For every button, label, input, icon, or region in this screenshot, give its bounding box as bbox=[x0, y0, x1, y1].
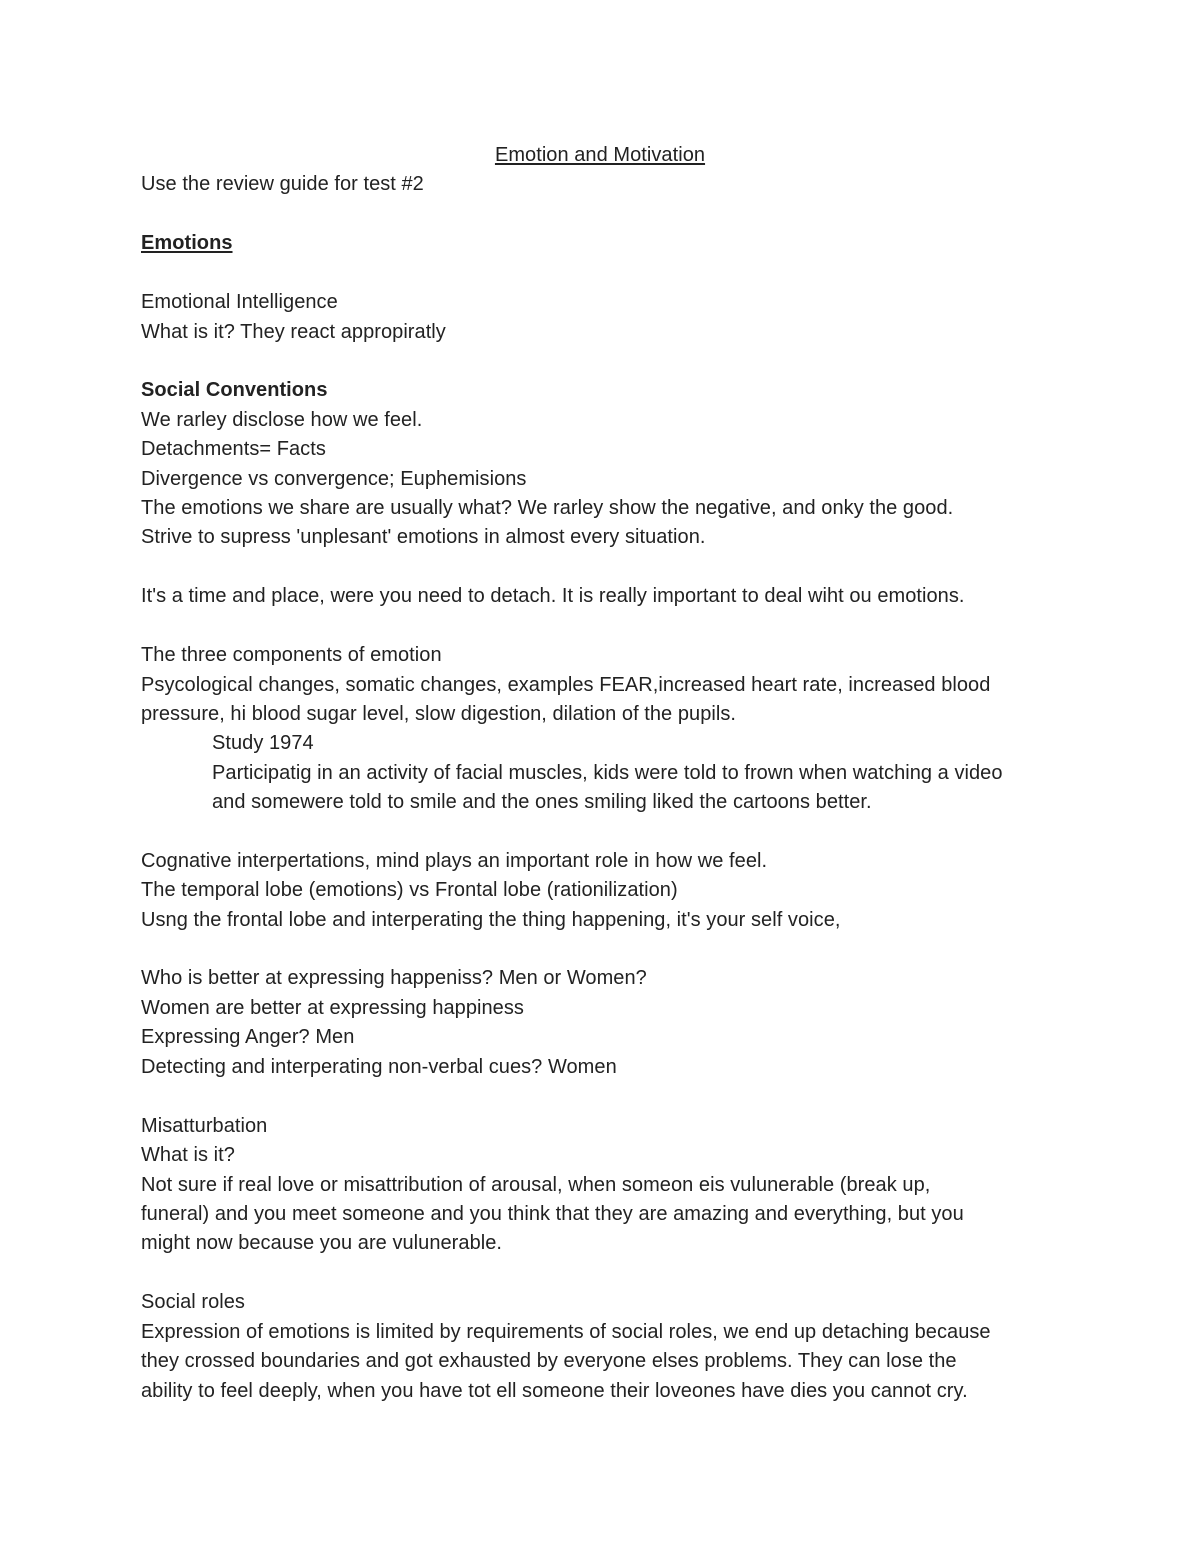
cognitive-line: The temporal lobe (emotions) vs Frontal lobe (rationilization) bbox=[141, 879, 678, 901]
social-conventions-note: It's a time and place, were you need to detach. It is really important to deal wiht ou emotions. bbox=[141, 585, 965, 607]
emotional-intelligence-heading: Emotional Intelligence bbox=[141, 291, 338, 313]
gender-line: Women are better at expressing happiness bbox=[141, 997, 524, 1019]
components-line: Psycological changes, somatic changes, examples FEAR,increased heart rate, increased blood bbox=[141, 674, 991, 696]
cognitive-line: Usng the frontal lobe and interperating the thing happening, it's your self voice, bbox=[141, 909, 841, 931]
misattribution-line: Misatturbation bbox=[141, 1115, 268, 1137]
social-roles-line: ability to feel deeply, when you have tot ell someone their loveones have dies you cannot cry. bbox=[141, 1380, 968, 1402]
social-conventions-line: We rarley disclose how we feel. bbox=[141, 409, 423, 431]
social-conventions-line: Detachments= Facts bbox=[141, 438, 326, 460]
social-conventions-line: The emotions we share are usually what? We rarley show the negative, and onky the good. bbox=[141, 497, 954, 519]
gender-line: Who is better at expressing happeniss? Men or Women? bbox=[141, 967, 647, 989]
social-roles-line: they crossed boundaries and got exhausted by everyone elses problems. They can lose the bbox=[141, 1350, 957, 1372]
document-title: Emotion and Motivation bbox=[494, 144, 706, 166]
intro-line: Use the review guide for test #2 bbox=[141, 173, 424, 195]
cognitive-line: Cognative interpertations, mind plays an important role in how we feel. bbox=[141, 850, 768, 872]
components-line: pressure, hi blood sugar level, slow digestion, dilation of the pupils. bbox=[141, 703, 737, 725]
study-line: and somewere told to smile and the ones smiling liked the cartoons better. bbox=[212, 791, 872, 813]
social-conventions-heading: Social Conventions bbox=[141, 379, 328, 401]
misattribution-line: might now because you are vulunerable. bbox=[141, 1232, 503, 1254]
misattribution-line: funeral) and you meet someone and you think that they are amazing and everything, but you bbox=[141, 1203, 964, 1225]
emotional-intelligence-line: What is it? They react appropiratly bbox=[141, 321, 446, 343]
study-line: Study 1974 bbox=[212, 732, 314, 754]
misattribution-line: What is it? bbox=[141, 1144, 235, 1166]
components-heading: The three components of emotion bbox=[141, 644, 442, 666]
gender-line: Detecting and interperating non-verbal cues? Women bbox=[141, 1056, 617, 1078]
study-line: Participatig in an activity of facial muscles, kids were told to frown when watching a video bbox=[212, 762, 1003, 784]
misattribution-line: Not sure if real love or misattribution of arousal, when someon eis vulunerable (break up, bbox=[141, 1174, 931, 1196]
social-roles-line: Expression of emotions is limited by requirements of social roles, we end up detaching because bbox=[141, 1321, 991, 1343]
social-roles-line: Social roles bbox=[141, 1291, 245, 1313]
section-heading-emotions: Emotions bbox=[141, 232, 233, 254]
social-conventions-line: Divergence vs convergence; Euphemisions bbox=[141, 468, 527, 490]
social-conventions-line: Strive to supress 'unplesant' emotions in almost every situation. bbox=[141, 526, 706, 548]
gender-line: Expressing Anger? Men bbox=[141, 1026, 355, 1048]
